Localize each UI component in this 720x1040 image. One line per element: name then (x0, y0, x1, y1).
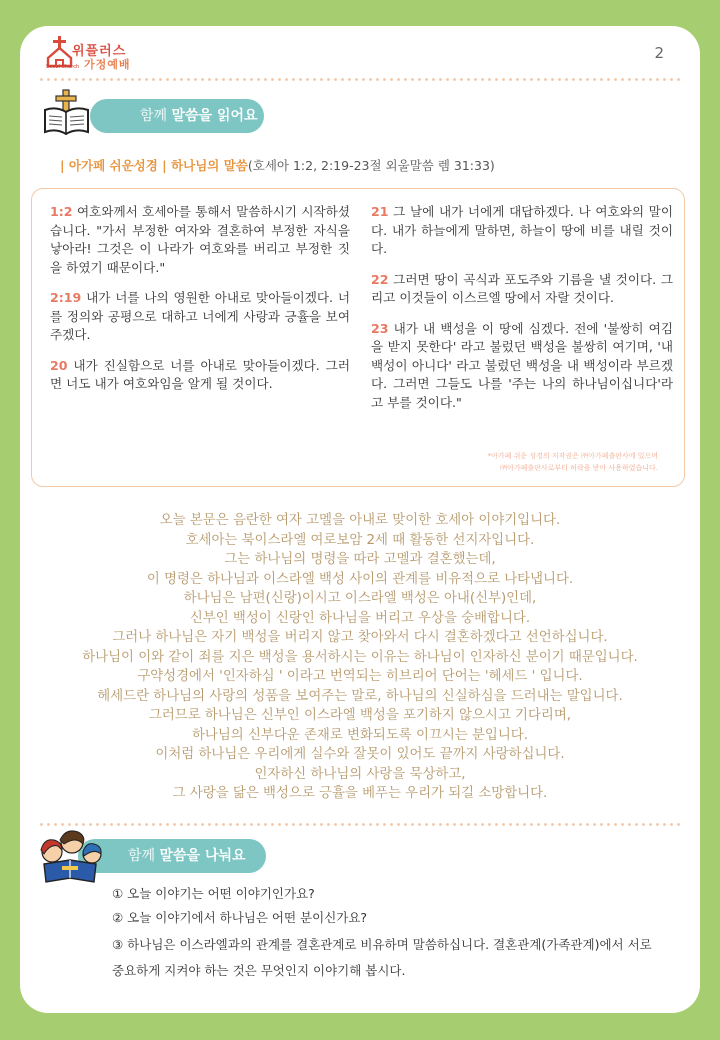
verse-text: 여호와께서 호세아를 통해서 말씀하시기 시작하셨습니다. "가서 부정한 여자와 결혼하여 부정한 자식을 낳아라! 그것은 이 나라가 여호와를 버리고 부정한 짓을 하였기 때문이다." (50, 204, 350, 275)
section-title-prefix: 함께 (140, 108, 168, 124)
dotted-divider (38, 823, 682, 826)
source-highlight: | 아가페 쉬운성경 | 하나님의 말씀 (60, 158, 248, 173)
verse (371, 271, 673, 308)
question-item: ③ 하나님은 이스라엘과의 관계를 결혼관계로 비유하며 말씀하십니다. 결혼관계(가족관계)에서 서로 중요하게 지켜야 하는 것은 무엇인지 이야기해 봅시다. (112, 937, 652, 978)
copyright-line: *아가페 쉬운 성경의 저작권은 ㈜아가페출판사에 있으며 (487, 452, 658, 460)
sermon-line: 하나님의 신부다운 존재로 변화되도록 이끄시는 분입니다. (192, 727, 528, 743)
verse-number: 1:2 (50, 204, 73, 219)
sermon-line: 신부인 백성이 신랑인 하나님을 버리고 우상을 숭배합니다. (189, 610, 531, 626)
sermon-line: 하나님은 남편(신랑)이시고 이스라엘 백성은 아내(신부)인데, (183, 591, 537, 606)
sermon-line: 그 사랑을 닮은 백성으로 긍휼을 베푸는 우리가 되길 소망합니다. (172, 786, 548, 801)
scripture-source (60, 156, 495, 174)
sermon-line: 오늘 본문은 음란한 여자 고멜을 아내로 맞이한 호세아 이야기입니다. (159, 513, 561, 528)
verse (50, 357, 350, 394)
question-item: ② 오늘 이야기에서 하나님은 어떤 분이신가요? (112, 910, 368, 925)
logo (46, 34, 176, 74)
source-refs: (호세아 1:2, 2:19-23절 외울말씀 렘 31:33) (247, 158, 495, 173)
sermon-line: 인자하신 하나님의 사랑을 묵상하고, (254, 766, 466, 782)
verse (50, 203, 350, 277)
verse-number: 22 (371, 271, 389, 287)
verse-number: 2:19 (50, 290, 82, 305)
sermon-line: 헤세드란 하나님의 사랑의 성품을 보여주는 말로, 하나님의 신실하심을 드러내는 말입니다. (97, 688, 623, 704)
page-card (20, 26, 700, 1013)
verse-text: 그 날에 내가 너에게 대답하겠다. 나 여호와의 말이다. 내가 하늘에게 말하면, 하늘이 땅에 비를 내릴 것이다. (371, 204, 673, 256)
logo-title: 위플러스 (72, 44, 127, 59)
section-title-read (90, 99, 264, 133)
sermon-line: 이 명령은 하나님과 이스라엘 백성 사이의 관계를 비유적으로 나타냅니다. (146, 571, 574, 587)
discussion-questions (112, 882, 660, 984)
scripture-box (31, 188, 685, 487)
verse (371, 203, 673, 259)
sermon-line: 그러나 하나님은 자기 백성을 버리지 않고 찾아와서 다시 결혼하겠다고 선언하십니다. (112, 630, 608, 645)
section-title-prefix: 함께 (128, 848, 156, 864)
copyright-line: ㈜아가페출판사로부터 허락을 받아 사용하였습니다. (500, 464, 658, 472)
verse-text: 그러면 땅이 곡식과 포도주와 기름을 낼 것이다. 그리고 이것들이 이스르엘 땅에서 자랄 것이다. (371, 271, 673, 305)
sermon-line: 그는 하나님의 명령을 따라 고멜과 결혼했는데, (224, 552, 496, 567)
logo-small-text: Seoul Church (46, 64, 80, 70)
kids-reading-icon (36, 826, 108, 886)
section-title-bold: 말씀을 나눠요 (159, 848, 246, 864)
verse-text: 내가 진실함으로 너를 아내로 맞아들이겠다. 그러면 너도 내가 여호와임을 알게 될 것이다. (50, 357, 350, 391)
scripture-column-left (50, 203, 350, 406)
sermon-line: 하나님이 이와 같이 죄를 지은 백성을 용서하시는 이유는 하나님이 인자하신 분이기 때문입니다. (82, 649, 638, 665)
verse (371, 320, 673, 413)
verse-text: 내가 너를 나의 영원한 아내로 맞아들이겠다. 너를 정의와 공평으로 대하고 너에게 사랑과 긍휼을 보여 주겠다. (50, 290, 350, 342)
bible-cross-icon (42, 88, 92, 138)
sermon-line: 호세아는 북이스라엘 여로보암 2세 때 활동한 선지자입니다. (185, 532, 535, 548)
copyright-note (488, 450, 658, 474)
scripture-column-right (371, 203, 673, 424)
question-item: ① 오늘 이야기는 어떤 이야기인가요? (112, 886, 315, 901)
sermon-line: 그러므로 하나님은 신부인 이스라엘 백성을 포기하지 않으시고 기다리며, (148, 708, 572, 723)
logo-subtitle: 가정예배 (84, 58, 131, 71)
verse-number: 20 (50, 357, 68, 373)
sermon-line: 구약성경에서 '인자하심 ' 이라고 번역되는 히브리어 단어는 '헤세드 ' 입니다. (137, 669, 583, 684)
sermon-text (20, 511, 700, 804)
verse-number: 21 (371, 204, 389, 219)
page-number: 2 (654, 44, 664, 62)
verse-text: 내가 내 백성을 이 땅에 심겠다. 전에 '불쌍히 여김을 받지 못한다' 라고 불렀던 백성을 불쌍히 여기며, '내 백성이 아니다' 라고 불렀던 백성을 내 백성이라 부르겠다. 그러면 그들도 나를 '주는 나의 하나님이십니다'라고 부를 것이다." (371, 320, 673, 410)
verse (50, 289, 350, 345)
section-title-bold: 말씀을 읽어요 (171, 108, 258, 124)
dotted-divider (38, 78, 682, 81)
sermon-line: 이처럼 하나님은 우리에게 실수와 잘못이 있어도 끝까지 사랑하십니다. (155, 747, 565, 762)
verse-number: 23 (371, 320, 389, 336)
